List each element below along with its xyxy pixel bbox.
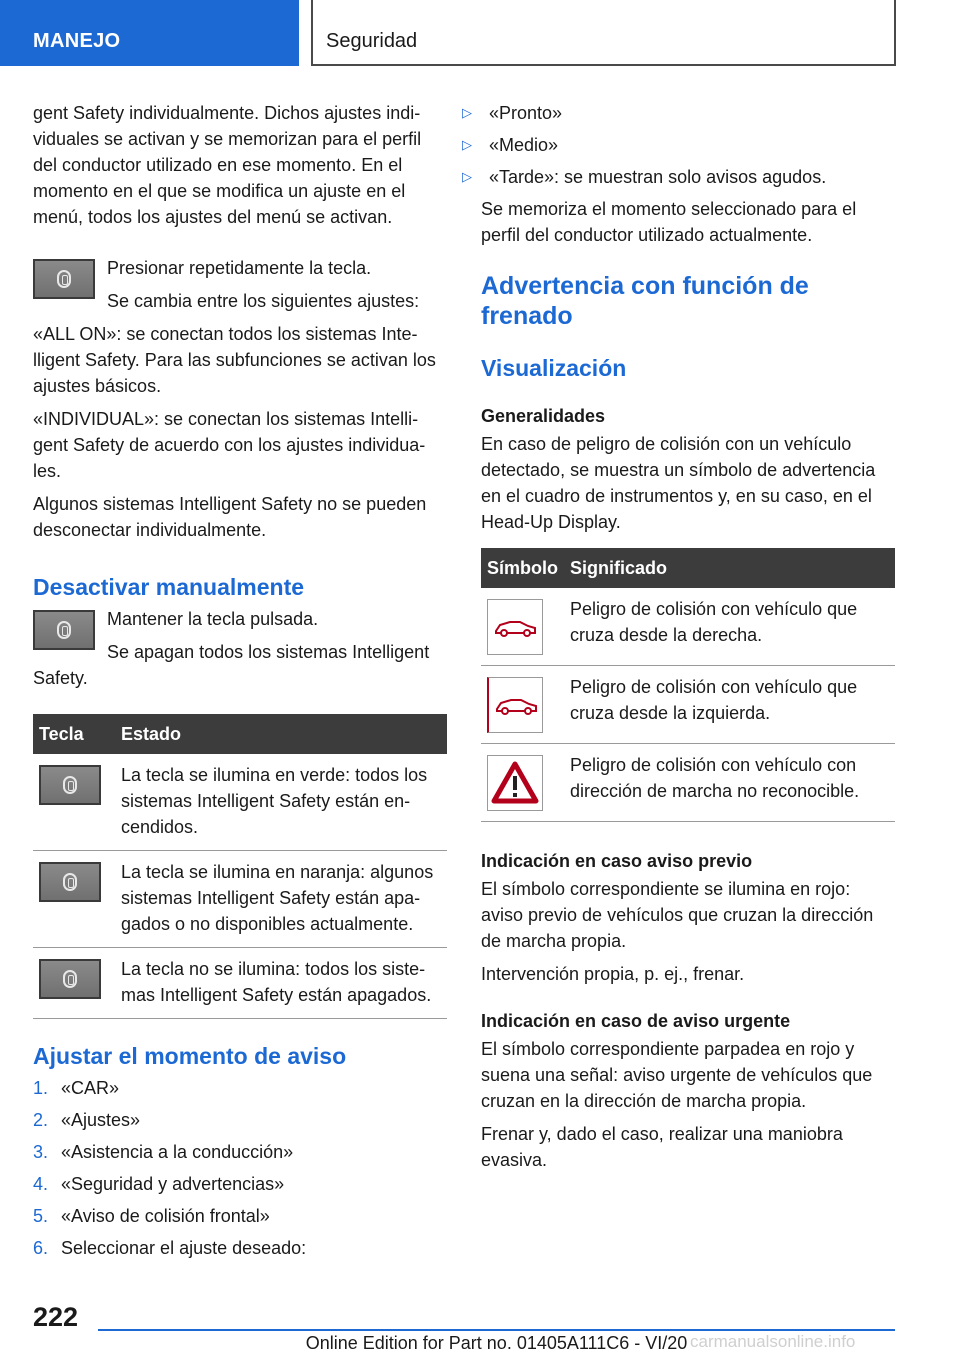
list-item: ▷ «Pronto» — [433, 100, 895, 126]
memo-paragraph: Se memoriza el momento seleccionado para el perfil del conductor utilizado actualmente. — [481, 199, 857, 245]
section-tab[interactable]: MANEJO — [0, 0, 299, 66]
pre-warning-action: Intervención propia, p. ej., frenar. — [481, 964, 745, 984]
key-off-icon — [39, 959, 101, 999]
page-header — [0, 0, 960, 66]
table-header-key: Tecla — [33, 714, 115, 754]
right-column — [462, 100, 895, 1180]
list-item: 2. «Ajustes» — [33, 1110, 141, 1130]
key-hold-instruction — [33, 606, 447, 632]
heading-pre-warning: Indicación en caso aviso previo — [481, 851, 753, 871]
watermark: carmanualsonline.info — [690, 1332, 856, 1351]
list-item: 3. «Asistencia a la conducción» — [33, 1142, 294, 1162]
page-number: 222 — [33, 1302, 79, 1332]
triangle-bullet-icon: ▷ — [462, 105, 472, 120]
heading-general: Generalidades — [481, 406, 606, 426]
footer-edition: Online Edition for Part no. 01405A111C6 - VI/20 — [305, 1333, 688, 1353]
car-crossing-left-icon — [487, 677, 543, 733]
triangle-bullet-icon: ▷ — [462, 169, 472, 184]
steps-list — [33, 1075, 447, 1261]
footer-divider — [98, 1329, 895, 1331]
meaning-text: Peligro de colisión con vehículo que cruza desde la izquierda. — [564, 666, 895, 744]
chapter-title: Seguridad — [311, 0, 896, 66]
table-row — [481, 588, 895, 666]
table-header-meaning: Significado — [564, 548, 895, 588]
intelligent-safety-key-icon — [33, 610, 95, 650]
list-item: 6. Seleccionar el ajuste deseado: — [33, 1238, 307, 1258]
list-item: 5. «Aviso de colisión frontal» — [33, 1206, 270, 1226]
key-press-instruction — [33, 255, 447, 314]
some-systems-paragraph: Algunos sistemas Intelligent Safety no se pueden desconectar individualmente. — [33, 494, 427, 540]
warning-triangle-icon — [487, 755, 543, 811]
key-state-table — [33, 714, 447, 1019]
heading-adjust-warning-time: Ajustar el momento de aviso — [33, 1043, 347, 1069]
heading-display: Visualización — [481, 355, 627, 381]
list-item: ▷ «Tarde»: se muestran solo avisos agudos. — [433, 164, 895, 190]
general-paragraph: En caso de peligro de colisión con un vehículo detectado, se muestra un símbolo de advertencia en el cuadro de instrumentos y, en su caso, en el Head-Up Display. — [481, 434, 876, 532]
press-text: Presionar repetidamente la tecla. — [107, 258, 372, 278]
individual-paragraph: «INDIVIDUAL»: se conectan los sistemas Intelligent Safety de acuerdo con los ajustes individuales. — [33, 409, 426, 481]
table-row — [481, 744, 895, 822]
list-item: 1. «CAR» — [33, 1078, 120, 1098]
intro-paragraph: gent Safety individualmente. Dichos ajustes individuales se activan y se memorizan para el perfil del conductor utilizado en ese momento. En el momento en el que se modifica un ajuste en el menú, todos los ajustes del menú se activan. — [33, 103, 422, 227]
triangle-bullet-icon: ▷ — [462, 137, 472, 152]
allon-paragraph: «ALL ON»: se conectan todos los sistemas Intelligent Safety. Para las subfunciones se activan los ajustes básicos. — [33, 324, 436, 396]
heading-braking-warning: Advertencia con función de frenado — [481, 272, 809, 330]
meaning-text: Peligro de colisión con vehículo con dirección de marcha no reconocible. — [564, 744, 895, 822]
table-row — [33, 948, 447, 1019]
state-text: La tecla se ilumina en verde: todos los sistemas Intelligent Safety están encendidos. — [115, 754, 447, 851]
list-item: ▷ «Medio» — [433, 132, 895, 158]
state-text: La tecla no se ilumina: todos los sistemas Intelligent Safety están apagados. — [115, 948, 447, 1019]
car-crossing-right-icon — [487, 599, 543, 655]
table-header-symbol: Símbolo — [481, 548, 564, 588]
symbol-meaning-table — [481, 548, 895, 822]
urgent-warning-paragraph: El símbolo correspondiente parpadea en rojo y suena una señal: aviso urgente de vehículos que cruzan en la dirección de marcha propia. — [481, 1039, 873, 1111]
heading-urgent-warning: Indicación en caso de aviso urgente — [481, 1011, 791, 1031]
table-row — [33, 754, 447, 851]
key-green-icon — [39, 765, 101, 805]
left-column — [33, 100, 447, 1267]
table-row — [481, 666, 895, 744]
urgent-warning-action: Frenar y, dado el caso, realizar una maniobra evasiva. — [481, 1124, 843, 1170]
off-text: Se apagan todos los sistemas Intelligent Safety. — [33, 642, 430, 688]
intelligent-safety-key-icon — [33, 259, 95, 299]
heading-deactivate: Desactivar manualmente — [33, 574, 305, 600]
table-row — [33, 851, 447, 948]
timing-options-list — [433, 100, 895, 190]
table-header-state: Estado — [115, 714, 447, 754]
meaning-text: Peligro de colisión con vehículo que cruza desde la derecha. — [564, 588, 895, 666]
switch-text: Se cambia entre los siguientes ajustes: — [107, 291, 420, 311]
state-text: La tecla se ilumina en naranja: algunos sistemas Intelligent Safety están apagados o no disponibles actualmente. — [115, 851, 447, 948]
hold-text: Mantener la tecla pulsada. — [107, 609, 319, 629]
pre-warning-paragraph: El símbolo correspondiente se ilumina en rojo: aviso previo de vehículos que cruzan la dirección de marcha propia. — [481, 879, 874, 951]
list-item: 4. «Seguridad y advertencias» — [33, 1174, 285, 1194]
key-orange-icon — [39, 862, 101, 902]
